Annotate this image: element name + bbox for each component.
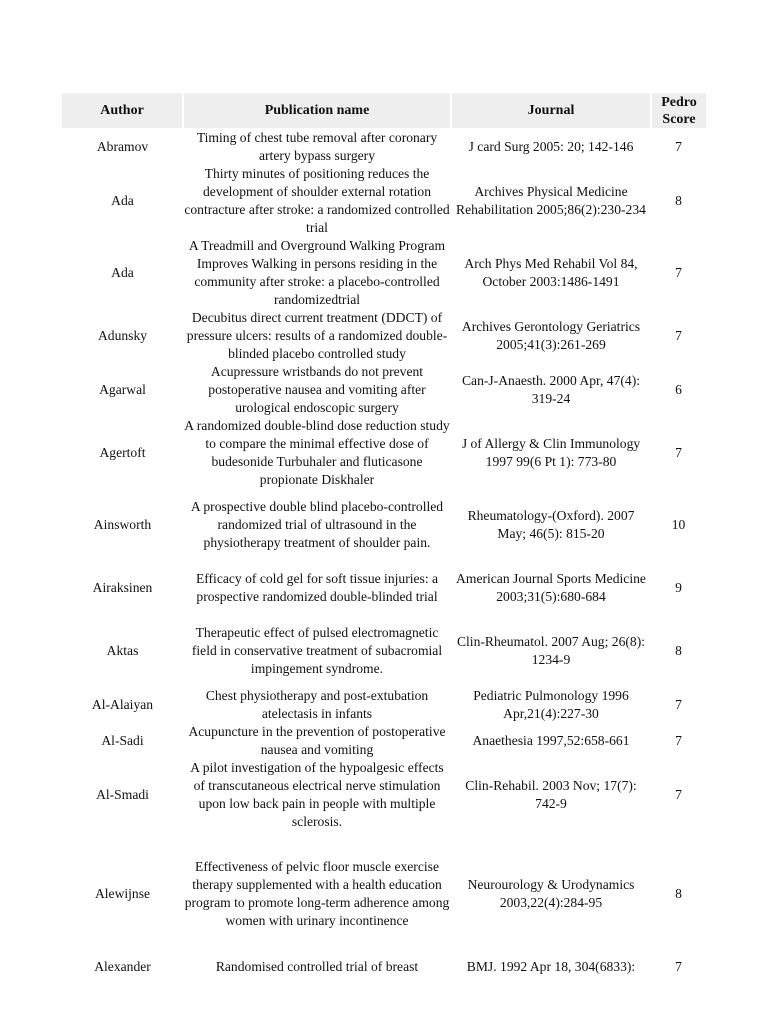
author-column-header: Author — [62, 93, 183, 128]
score-cell: 7 — [675, 733, 682, 748]
author-cell: Abramov — [96, 138, 149, 154]
publication-cell: Timing of chest tube removal after coronary artery bypass surgery — [196, 129, 438, 163]
publication-cell: A pilot investigation of the hypoalgesic effects of transcutaneous electrical nerve stimulation upon low back pain in people with multiple sclerosis. — [190, 760, 444, 829]
journal-cell: Clin-Rheumatol. 2007 Aug; 26(8): 1234-9 — [456, 634, 646, 667]
publication-cell: A prospective double blind placebo-controlled randomized trial of ultrasound in the physiotherapy treatment of shoulder pain. — [190, 499, 444, 550]
score-cell: 7 — [675, 959, 682, 974]
table-row — [62, 957, 706, 977]
score-cell: 7 — [675, 265, 682, 280]
score-cell: 7 — [675, 697, 682, 712]
table-row — [62, 831, 706, 957]
author-cell: Agarwal — [99, 382, 146, 397]
author-cell: Airaksinen — [92, 580, 153, 595]
table-row — [62, 417, 706, 489]
table-row — [62, 165, 706, 237]
score-cell: 10 — [671, 517, 686, 532]
author-cell: Agertoft — [99, 445, 146, 460]
publication-cell: A randomized double-blind dose reduction study to compare the minimal effective dose of budesonide Turbuhaler and fluticasone propionate Diskhaler — [184, 418, 450, 487]
journal-cell: Pediatric Pulmonology 1996 Apr,21(4):227-30 — [473, 688, 629, 721]
author-cell: Al-Smadi — [96, 787, 149, 802]
publication-cell: Acupressure wristbands do not prevent postoperative nausea and vomiting after urological endoscopic surgery — [208, 364, 426, 415]
journal-cell: Can-J-Anaesth. 2000 Apr, 47(4): 319-24 — [461, 373, 641, 406]
journal-cell: Archives Gerontology Geriatrics 2005;41(3):261-269 — [461, 319, 641, 352]
author-cell: Aktas — [106, 643, 139, 658]
score-cell: 7 — [675, 138, 682, 154]
publication-cell: Thirty minutes of positioning reduces the development of shoulder external rotation contracture after stroke: a randomized controlled trial — [184, 166, 450, 235]
author-cell: Al-Alaiyan — [91, 697, 154, 712]
publication-column-header: Publication name — [183, 93, 451, 128]
publication-cell: Therapeutic effect of pulsed electromagnetic field in conservative treatment of subacromial impingement syndrome. — [191, 625, 443, 676]
journal-cell: American Journal Sports Medicine 2003;31(5):680-684 — [456, 571, 646, 604]
table-row — [62, 687, 706, 723]
journal-cell: Archives Physical Medicine Rehabilitation 2005;86(2):230-234 — [456, 184, 646, 217]
table-row — [62, 489, 706, 561]
score-cell: 8 — [675, 643, 682, 658]
publication-cell: Effectiveness of pelvic floor muscle exercise therapy supplemented with a health education program to promote long-term adherence among women with urinary incontinence — [184, 859, 450, 928]
author-cell: Ada — [111, 193, 134, 208]
author-cell: Al-Sadi — [101, 733, 144, 748]
publication-cell: Randomised controlled trial of breast — [215, 959, 419, 974]
publication-cell: A Treadmill and Overground Walking Program Improves Walking in persons residing in the community after stroke: a placebo-controlled randomizedtrial — [188, 238, 446, 307]
score-cell: 7 — [675, 328, 682, 343]
publication-cell: Acupuncture in the prevention of postoperative nausea and vomiting — [188, 724, 446, 757]
table-header-row — [62, 93, 706, 128]
journal-cell: Arch Phys Med Rehabil Vol 84, October 2003:1486-1491 — [464, 256, 638, 289]
author-cell: Alewijnse — [94, 886, 151, 901]
score-cell: 9 — [675, 580, 682, 595]
score-column-header: Pedro Score — [661, 94, 697, 127]
author-cell: Ada — [111, 265, 134, 280]
journal-cell: Rheumatology-(Oxford). 2007 May; 46(5): 815-20 — [467, 508, 635, 541]
journal-column-header: Journal — [451, 93, 651, 128]
table-row — [62, 723, 706, 759]
author-cell: Alexander — [94, 959, 151, 974]
author-cell: Ainsworth — [93, 517, 152, 532]
score-cell: 8 — [675, 193, 682, 208]
publication-cell: Efficacy of cold gel for soft tissue injuries: a prospective randomized double-blinded trial — [195, 571, 439, 604]
table-row — [62, 615, 706, 687]
table-row — [62, 309, 706, 363]
journal-cell: Anaethesia 1997,52:658-661 — [472, 733, 630, 748]
score-cell: 7 — [675, 787, 682, 802]
journal-cell: Neurourology & Urodynamics 2003,22(4):284-95 — [467, 877, 635, 910]
table-row — [62, 561, 706, 615]
table-row — [62, 759, 706, 831]
journal-cell: J of Allergy & Clin Immunology 1997 99(6 Pt 1): 773-80 — [461, 436, 641, 469]
score-cell: 8 — [675, 886, 682, 901]
journal-cell: Clin-Rehabil. 2003 Nov; 17(7): 742-9 — [465, 778, 637, 811]
author-cell: Adunsky — [97, 328, 148, 343]
table-row — [62, 128, 706, 165]
publication-cell: Decubitus direct current treatment (DDCT) of pressure ulcers: results of a randomized double-blinded placebo controlled study — [186, 310, 448, 361]
score-cell: 7 — [675, 445, 682, 460]
journal-cell: BMJ. 1992 Apr 18, 304(6833): — [466, 959, 636, 974]
table-row — [62, 237, 706, 309]
score-cell: 6 — [675, 382, 682, 397]
table-row — [62, 363, 706, 417]
publication-cell: Chest physiotherapy and post-extubation atelectasis in infants — [205, 688, 429, 721]
journal-cell: J card Surg 2005: 20; 142-146 — [468, 138, 634, 154]
pedro-score-table — [62, 93, 706, 977]
